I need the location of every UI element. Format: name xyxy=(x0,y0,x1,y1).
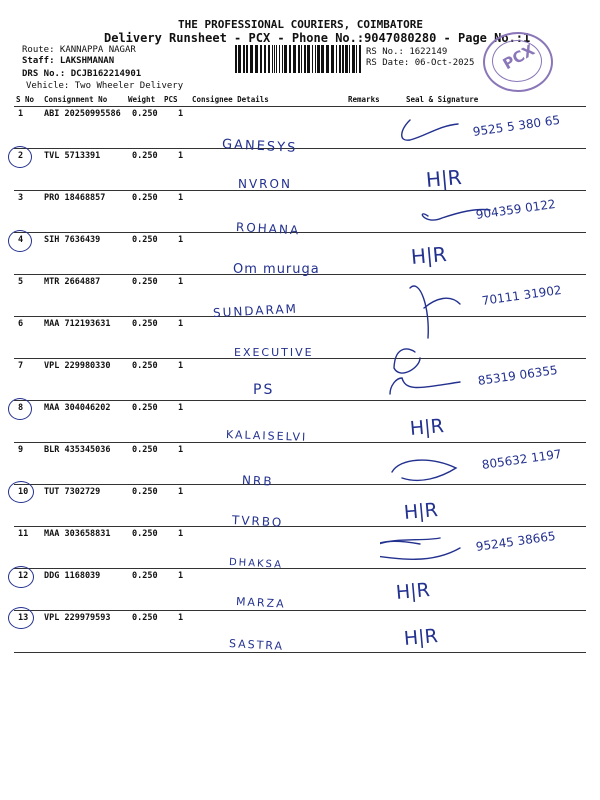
row-pcs: 1 xyxy=(178,613,184,623)
row-sno: 1 xyxy=(18,109,24,119)
row-sno: 13 xyxy=(18,613,29,623)
row-sno: 10 xyxy=(18,487,29,497)
signature-number: 70111 31902 xyxy=(481,282,563,308)
rs-number: RS No.: 1622149 xyxy=(366,47,448,57)
col-consignee: Consignee Details xyxy=(192,95,269,104)
col-seal: Seal & Signature xyxy=(406,95,479,104)
row-sno: 2 xyxy=(18,151,24,161)
vehicle-label: Vehicle: Two Wheeler Delivery xyxy=(26,81,184,91)
staff-label: Staff: LAKSHMANAN xyxy=(22,56,115,66)
drs-number: DRS No.: DCJB162214901 xyxy=(22,69,142,79)
signature-number: 95245 38665 xyxy=(475,528,557,554)
row-consignment: VPL 229980330 xyxy=(44,361,111,371)
row-weight: 0.250 xyxy=(132,361,158,371)
row-weight: 0.250 xyxy=(132,487,158,497)
consignee-name: NVRON xyxy=(238,177,292,191)
row-weight: 0.250 xyxy=(132,529,158,539)
row-pcs: 1 xyxy=(178,487,184,497)
row-consignment: SIH 7636439 xyxy=(44,235,101,245)
row-weight: 0.250 xyxy=(132,445,158,455)
row-weight: 0.250 xyxy=(132,109,158,119)
row-mark-circle xyxy=(8,146,32,168)
row-consignment: BLR 435345036 xyxy=(44,445,111,455)
row-consignment: ABI 20250995586 xyxy=(44,109,121,119)
route-label: Route: KANNAPPA NAGAR xyxy=(22,45,136,55)
row-mark-circle xyxy=(8,230,32,252)
pcx-stamp-text: PCX xyxy=(499,40,538,74)
consignee-name: Om muruga xyxy=(233,262,320,277)
consignee-name: GANESYS xyxy=(221,137,298,156)
signature-number: 805632 1197 xyxy=(481,446,563,472)
barcode-icon xyxy=(235,45,363,75)
row-sno: 12 xyxy=(18,571,29,581)
row-consignment: TVL 5713391 xyxy=(44,151,101,161)
row-pcs: 1 xyxy=(178,529,184,539)
consignee-name: KALAISELVI xyxy=(225,428,308,444)
row-weight: 0.250 xyxy=(132,235,158,245)
row-sno: 7 xyxy=(18,361,24,371)
row-pcs: 1 xyxy=(178,193,184,203)
consignee-name: NRB xyxy=(241,473,274,489)
remark-hr: H|R xyxy=(403,499,439,524)
row-weight: 0.250 xyxy=(132,319,158,329)
consignee-name: ROHANA xyxy=(235,220,301,238)
runsheet-title: Delivery Runsheet - PCX - Phone No.:9047080280 - Page No.:1 xyxy=(104,31,531,45)
row-sno: 3 xyxy=(18,193,24,203)
row-weight: 0.250 xyxy=(132,151,158,161)
row-pcs: 1 xyxy=(178,109,184,119)
row-consignment: PRO 18468857 xyxy=(44,193,106,203)
row-sno: 9 xyxy=(18,445,24,455)
row-pcs: 1 xyxy=(178,235,184,245)
remark-hr: H|R xyxy=(424,164,463,192)
remark-hr: H|R xyxy=(409,415,445,440)
consignee-name: SASTRA xyxy=(228,637,285,653)
consignee-name: TVRBO xyxy=(231,513,284,530)
remark-hr: H|R xyxy=(409,241,448,269)
row-consignment: MAA 303658831 xyxy=(44,529,111,539)
consignee-name: EXECUTIVE xyxy=(234,346,314,359)
col-consignment: Consignment No xyxy=(44,95,108,104)
row-weight: 0.250 xyxy=(132,613,158,623)
signature-number: 85319 06355 xyxy=(477,362,559,388)
company-name: THE PROFESSIONAL COURIERS, COIMBATORE xyxy=(178,18,424,31)
row-pcs: 1 xyxy=(178,319,184,329)
row-mark-circle xyxy=(8,481,34,503)
col-remarks: Remarks xyxy=(348,95,380,104)
rs-date: RS Date: 06-Oct-2025 xyxy=(366,58,475,68)
consignee-name: DHAKSA xyxy=(228,557,284,571)
consignee-name: MARZA xyxy=(235,595,287,611)
col-weight: Weight xyxy=(128,95,156,104)
row-consignment: MAA 304046202 xyxy=(44,403,111,413)
row-mark-circle xyxy=(8,566,34,588)
remark-hr: H|R xyxy=(395,579,431,604)
remark-hr: H|R xyxy=(403,625,439,650)
row-pcs: 1 xyxy=(178,445,184,455)
row-mark-circle xyxy=(8,607,34,629)
row-sno: 11 xyxy=(18,529,29,539)
row-sno: 8 xyxy=(18,403,24,413)
row-pcs: 1 xyxy=(178,403,184,413)
row-mark-circle xyxy=(8,398,32,420)
row-consignment: TUT 7302729 xyxy=(44,487,101,497)
row-weight: 0.250 xyxy=(132,403,158,413)
col-pcs: PCS xyxy=(164,95,178,104)
row-pcs: 1 xyxy=(178,571,184,581)
row-sno: 4 xyxy=(18,235,24,245)
row-weight: 0.250 xyxy=(132,193,158,203)
consignee-name: PS xyxy=(253,382,275,398)
row-consignment: MAA 712193631 xyxy=(44,319,111,329)
signature-number: 904359 0122 xyxy=(475,196,557,222)
row-pcs: 1 xyxy=(178,151,184,161)
row-sno: 6 xyxy=(18,319,24,329)
row-pcs: 1 xyxy=(178,361,184,371)
row-sno: 5 xyxy=(18,277,24,287)
row-weight: 0.250 xyxy=(132,277,158,287)
signature-number: 9525 5 380 65 xyxy=(472,112,561,139)
signatures-layer xyxy=(380,108,590,668)
row-consignment: DDG 1168039 xyxy=(44,571,101,581)
row-consignment: VPL 229979593 xyxy=(44,613,111,623)
consignee-name: SUNDARAM xyxy=(212,301,299,320)
row-consignment: MTR 2664887 xyxy=(44,277,101,287)
col-sno: S No xyxy=(16,95,35,104)
row-weight: 0.250 xyxy=(132,571,158,581)
row-pcs: 1 xyxy=(178,277,184,287)
